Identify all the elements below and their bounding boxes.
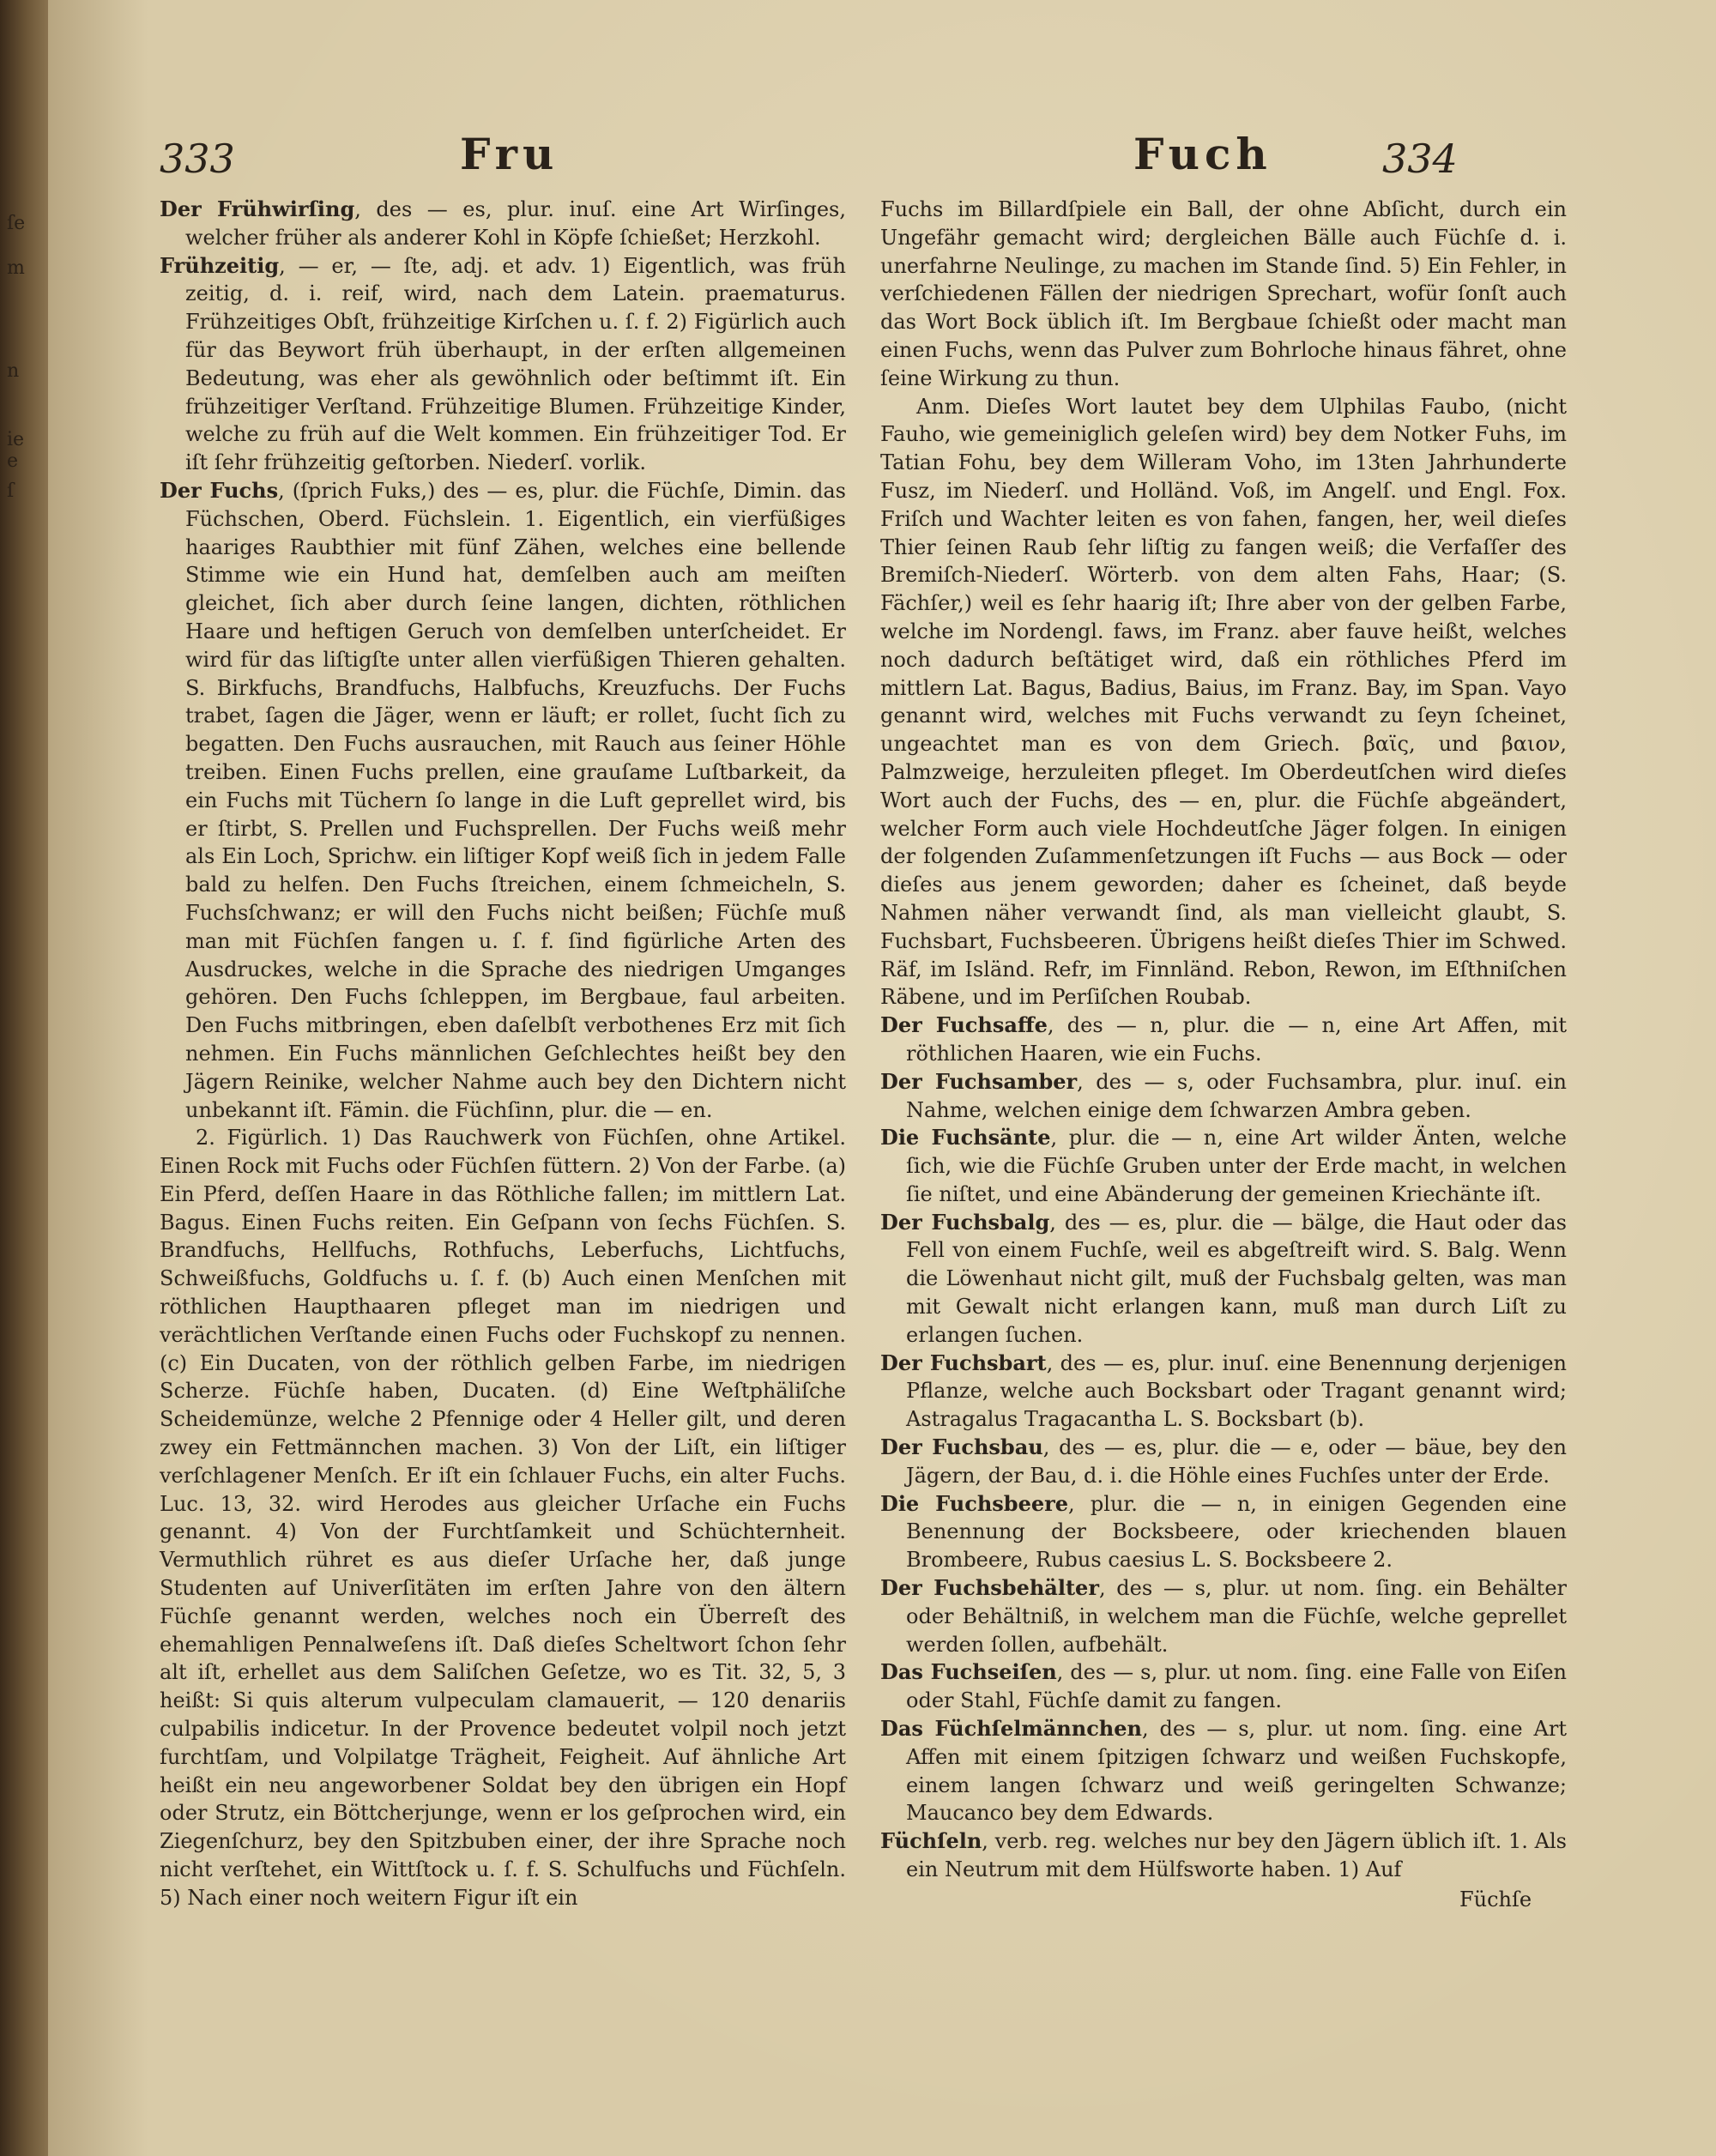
dictionary-entry [880,1715,1567,1827]
right-page-number: 334 [1382,136,1458,182]
left-page-number: 333 [160,136,235,182]
entry-headword: Der Frühwirſing [160,196,355,221]
binding-fragment: e [7,450,19,472]
dictionary-entry [160,477,846,1124]
dictionary-entry [160,196,846,252]
right-column [880,196,1567,1884]
dictionary-entry [880,1827,1567,1884]
entry-headword: Füchſeln [880,1828,982,1854]
binding-fragment: m [7,257,25,279]
entry-headword: Der Fuchsbart [880,1350,1047,1375]
binding-fragment: ie [7,429,25,450]
entry-headword: Der Fuchsaffe [880,1012,1048,1038]
entry-text: , des — es, plur. die — e, oder — bäue, bey den Jägern, der Bau, d. i. die Höhle eines Fuchſes unter der Erde. [906,1435,1567,1488]
entry-text: , des — s, plur. ut nom. ſing. eine Art Affen mit einem ſpitzigen ſchwarz und weißen Fuchskopfe, einem langen ſchwarz und weiß geringelten Schwanze; Maucanco bey dem Edwards. [906,1717,1567,1826]
entry-text: , des — s, plur. ut nom. ſing. ein Behälter oder Behältniß, in welchem man die Füchſe, welche geprellet werden ſollen, aufbehält. [906,1576,1568,1657]
entry-headword: Die Fuchsänte [880,1125,1051,1150]
entry-text: , des — n, plur. die — n, eine Art Affen, mit röthlichen Haaren, wie ein Fuchs. [906,1013,1568,1066]
entry-text: , des — s, plur. ut nom. ſing. eine Falle von Eiſen oder Stahl, Füchſe damit zu fangen. [906,1660,1567,1713]
entry-text: , plur. die — n, eine Art wilder Änten, welche ſich, wie die Füchſe Gruben unter der Erde macht, in welchen ſie niſtet, und eine Abänderung der gemeinen Kriechänte iſt. [906,1126,1567,1206]
dictionary-entry [880,1350,1567,1434]
entry-headword: Der Fuchs [160,477,279,503]
dictionary-page [48,0,1716,2156]
entry-text: , (ſprich Fuks,) des — es, plur. die Füchſe, Dimin. das Füchschen, Oberd. Füchslein. 1. Eigentlich, ein vierfüßiges haariges Raubthier mit fünf Zähen, welches eine bellende Stimme wie ein Hund hat, demſelben auch am meiſten gleichet, ſich aber durch ſeine langen, dichten, röthlichen Haare und heftigen Geruch von demſelben unterſcheidet. Er wird für das liſtigſte unter allen vierfüßigen Thieren gehalten. S. Birkfuchs, Brandfuchs, Halbfuchs, Kreuzfuchs. Der Fuchs trabet, ſagen die Jäger, wenn er läuft; er rollet, ſucht ſich zu begatten. Den Fuchs ausrauchen, mit Rauch aus ſeiner Höhle treiben. Einen Fuchs prellen, eine grauſame Luſtbarkeit, da ein Fuchs mit Tüchern ſo lange in die Luft geprellet wird, bis er ſtirbt, S. Prellen und Fuchsprellen. Der Fuchs weiß mehr als Ein Loch, Sprichw. ein liſtiger Kopf weiß ſich in jedem Falle bald zu helfen. Den Fuchs ſtreichen, einem ſchmeicheln, S. Fuchsſchwanz; er will den Fuchs nicht beißen; Füchſe muß man mit Füchſen fangen u. ſ. f. ſind figürliche Arten des Ausdruckes, welche in die Sprache des niedrigen Umganges gehören. Den Fuchs ſchleppen, im Bergbaue, faul arbeiten. Den Fuchs mitbringen, eben daſelbſt verbothenes Erz mit ſich nehmen. Ein Fuchs männlichen Geſchlechtes heißt bey den Jägern Reinike, welcher Nahme auch bey den Dichtern nicht unbekannt iſt. Fämin. die Füchſinn, plur. die — en. [185,478,846,1122]
catchword: Füchſe [1459,1887,1532,1911]
entry-text: 2. Figürlich. 1) Das Rauchwerk von Füchſen, ohne Artikel. Einen Rock mit Fuchs oder Füchſen füttern. 2) Von der Farbe. (a) Ein Pferd, deſſen Haare in das Röthliche fallen; im mittlern Lat. Bagus. Einen Fuchs reiten. Ein Geſpann von ſechs Füchſen. S. Brandfuchs, Hellfuchs, Rothfuchs, Leberfuchs, Lichtfuchs, Schweißfuchs, Goldfuchs u. ſ. f. (b) Auch einen Menſchen mit röthlichen Haupthaaren pfleget man im niedrigen und verächtlichen Verſtande einen Fuchs oder Fuchskopf zu nennen. (c) Ein Ducaten, von der röthlich gelben Farbe, im niedrigen Scherze. Füchſe haben, Ducaten. (d) Eine Weſtphäliſche Scheidemünze, welche 2 Pfennige oder 4 Heller gilt, und deren zwey ein Fettmännchen machen. 3) Von der Liſt, ein liſtiger verſchlagener Menſch. Er iſt ein ſchlauer Fuchs, ein alter Fuchs. Luc. 13, 32. wird Herodes aus gleicher Urſache ein Fuchs genannt. 4) Von der Furchtſamkeit und Schüchternheit. Vermuthlich rühret es aus dieſer Urſache her, daß junge Studenten auf Univerſitäten im erſten Jahre von den ältern Füchſe genannt werden, welches noch ein Überreſt des ehemahligen Pennalweſens iſt. Daß dieſes Scheltwort ſchon ſehr alt iſt, erhellet aus dem Saliſchen Geſetze, wo es Tit. 32, 5, 3 heißt: Si quis alterum vulpeculam clamauerit, — 120 denariis culpabilis indicetur. In der Provence bedeutet volpil noch jetzt furchtſam, und Volpilatge Trägheit, Feigheit. Auf ähnliche Art heißt ein neu angeworbener Soldat bey den übrigen ein Hopf oder Strutz, ein Böttcherjunge, wenn er los geſprochen wird, ein Ziegenſchurz, bey den Spitzbuben einer, der ihre Sprache noch nicht verſtehet, ein Wittſtock u. ſ. f. S. Schulfuchs und Füchſeln. 5) Nach einer noch weitern Figur iſt ein [160,1126,846,1910]
dictionary-annotation [880,393,1567,1012]
dictionary-entry [880,1574,1567,1658]
entry-headword: Das Fuchseiſen [880,1659,1057,1685]
entry-text: Anm. Dieſes Wort lautet bey dem Ulphilas Faubo, (nicht Fauho, wie gemeiniglich geleſen wird) bey dem Notker Fuhs, im Tatian Fohu, bey dem Willeram Voho, im 13ten Jahrhunderte Fusz, im Niederſ. und Holländ. Voß, im Angelſ. und Engl. Fox. Friſch und Wachter leiten es von fahen, fangen, her, weil dieſes Thier ſeinen Raub ſehr liſtig zu fangen weiß; die Verfaſſer des Bremiſch-Niederſ. Wörterb. von dem alten Fahs, Haar; (S. Fächſer,) weil es ſehr haarig iſt; Ihre aber von der gelben Farbe, welche im Nordengl. faws, im Franz. aber fauve heißt, welches noch dadurch beſtätiget wird, daß ein röthliches Pferd im mittlern Lat. Bagus, Badius, Baius, im Franz. Bay, im Span. Vayo genannt wird, welches mit Fuchs verwandt zu ſeyn ſcheinet, ungeachtet man es von dem Griech. βαϊς, und βαιον, Palmzweige, herzuleiten pfleget. Im Oberdeutſchen wird dieſes Wort auch der Fuchs, des — en, plur. die Füchſe abgeändert, welcher Form auch viele Hochdeutſche Jäger folgen. In einigen der folgenden Zuſammenſetzungen iſt Fuchs — aus Bock — oder dieſes aus jenem geworden; daher es ſcheinet, daß beyde Nahmen näher verwandt ſind, als man vielleicht glaubt, S. Fuchsbart, Fuchsbeeren. Übrigens heißt dieſes Thier im Schwed. Räf, im Isländ. Refr, im Finnländ. Rebon, Rewon, im Eſthniſchen Räbene, und im Perſiſchen Roubab. [880,394,1567,1010]
entry-text: , — er, — ſte, adj. et adv. 1) Eigentlich, was früh zeitig, d. i. reif, wird, nach dem Latein. praematurus. Frühzeitiges Obſt, frühzeitige Kirſchen u. ſ. f. 2) Figürlich auch für das Beywort früh überhaupt, in der erſten allgemeinen Bedeutung, was eher als gewöhnlich oder beſtimmt iſt. Ein frühzeitiger Verſtand. Frühzeitige Blumen. Frühzeitige Kinder, welche zu früh auf die Welt kommen. Ein frühzeitiger Tod. Er iſt ſehr frühzeitig geſtorben. Niederſ. vorlik. [185,253,846,475]
entry-text: , des — es, plur. inuſ. eine Art Wirſinges, welcher früher als anderer Kohl in Köpfe ſchießet; Herzkohl. [185,197,846,250]
entry-text: , des — es, plur. inuſ. eine Benennung derjenigen Pflanze, welche auch Bocksbart oder Tragant genannt wird; Astragalus Tragacantha L. S. Bocksbart (b). [906,1350,1567,1432]
entry-headword: Der Fuchsbau [880,1434,1043,1460]
binding-fragment: ſe [7,213,26,234]
dictionary-entry [880,1434,1567,1490]
left-running-head: Fru [460,129,559,179]
binding-fragment: n [7,360,20,382]
dictionary-entry [880,1124,1567,1208]
dictionary-entry [880,1490,1567,1574]
dictionary-entry [880,1012,1567,1068]
entry-headword: Die Fuchsbeere [880,1490,1069,1516]
entry-text: , verb. reg. welches nur bey den Jägern üblich iſt. 1. Als ein Neutrum mit dem Hülfsworte haben. 1) Auf [906,1829,1567,1882]
entry-text: , des — s, oder Fuchsambra, plur. inuſ. ein Nahme, welchen einige dem ſchwarzen Ambra geben. [906,1069,1567,1122]
entry-text: , des — es, plur. die — bälge, die Haut oder das Fell von einem Fuchſe, weil es abgeſtreift wird. S. Balg. Wenn die Löwenhaut nicht gilt, muß der Fuchsbalg gelten, was man mit Gewalt nicht erlangen kann, muß man durch Liſt zu erlangen ſuchen. [906,1210,1567,1347]
right-running-head: Fuch [1133,129,1272,179]
entry-headword: Der Fuchsbalg [880,1209,1050,1235]
dictionary-entry [880,1209,1567,1350]
page-header [48,129,1716,197]
left-column [160,196,846,1912]
dictionary-paragraph [880,196,1567,393]
entry-headword: Das Füchſelmännchen [880,1716,1142,1742]
binding-fragment: ſ [7,480,15,502]
dictionary-entry [880,1068,1567,1125]
entry-text: Fuchs im Billardſpiele ein Ball, der ohne Abſicht, durch ein Ungefähr gemacht wird; dergleichen Bälle auch Füchſe d. i. unerfahrne Neulinge, zu machen im Stande ſind. 5) Ein Fehler, in verſchiedenen Fällen der niedrigen Sprechart, wofür ſonſt auch das Wort Bock üblich iſt. Im Bergbaue ſchießt oder macht man einen Fuchs, wenn das Pulver zum Bohrloche hinaus fähret, ohne ſeine Wirkung zu thun. [880,197,1567,390]
entry-headword: Frühzeitig [160,252,280,278]
dictionary-entry [880,1658,1567,1715]
dictionary-paragraph [160,1124,846,1911]
book-binding-gutter [0,0,48,2156]
dictionary-entry [160,252,846,477]
entry-headword: Der Fuchsamber [880,1068,1078,1094]
entry-text: , plur. die — n, in einigen Gegenden eine Benennung der Bocksbeere, oder kriechenden blauen Brombeere, Rubus caesius L. S. Bocksbeere 2. [906,1491,1567,1573]
entry-headword: Der Fuchsbehälter [880,1575,1099,1601]
